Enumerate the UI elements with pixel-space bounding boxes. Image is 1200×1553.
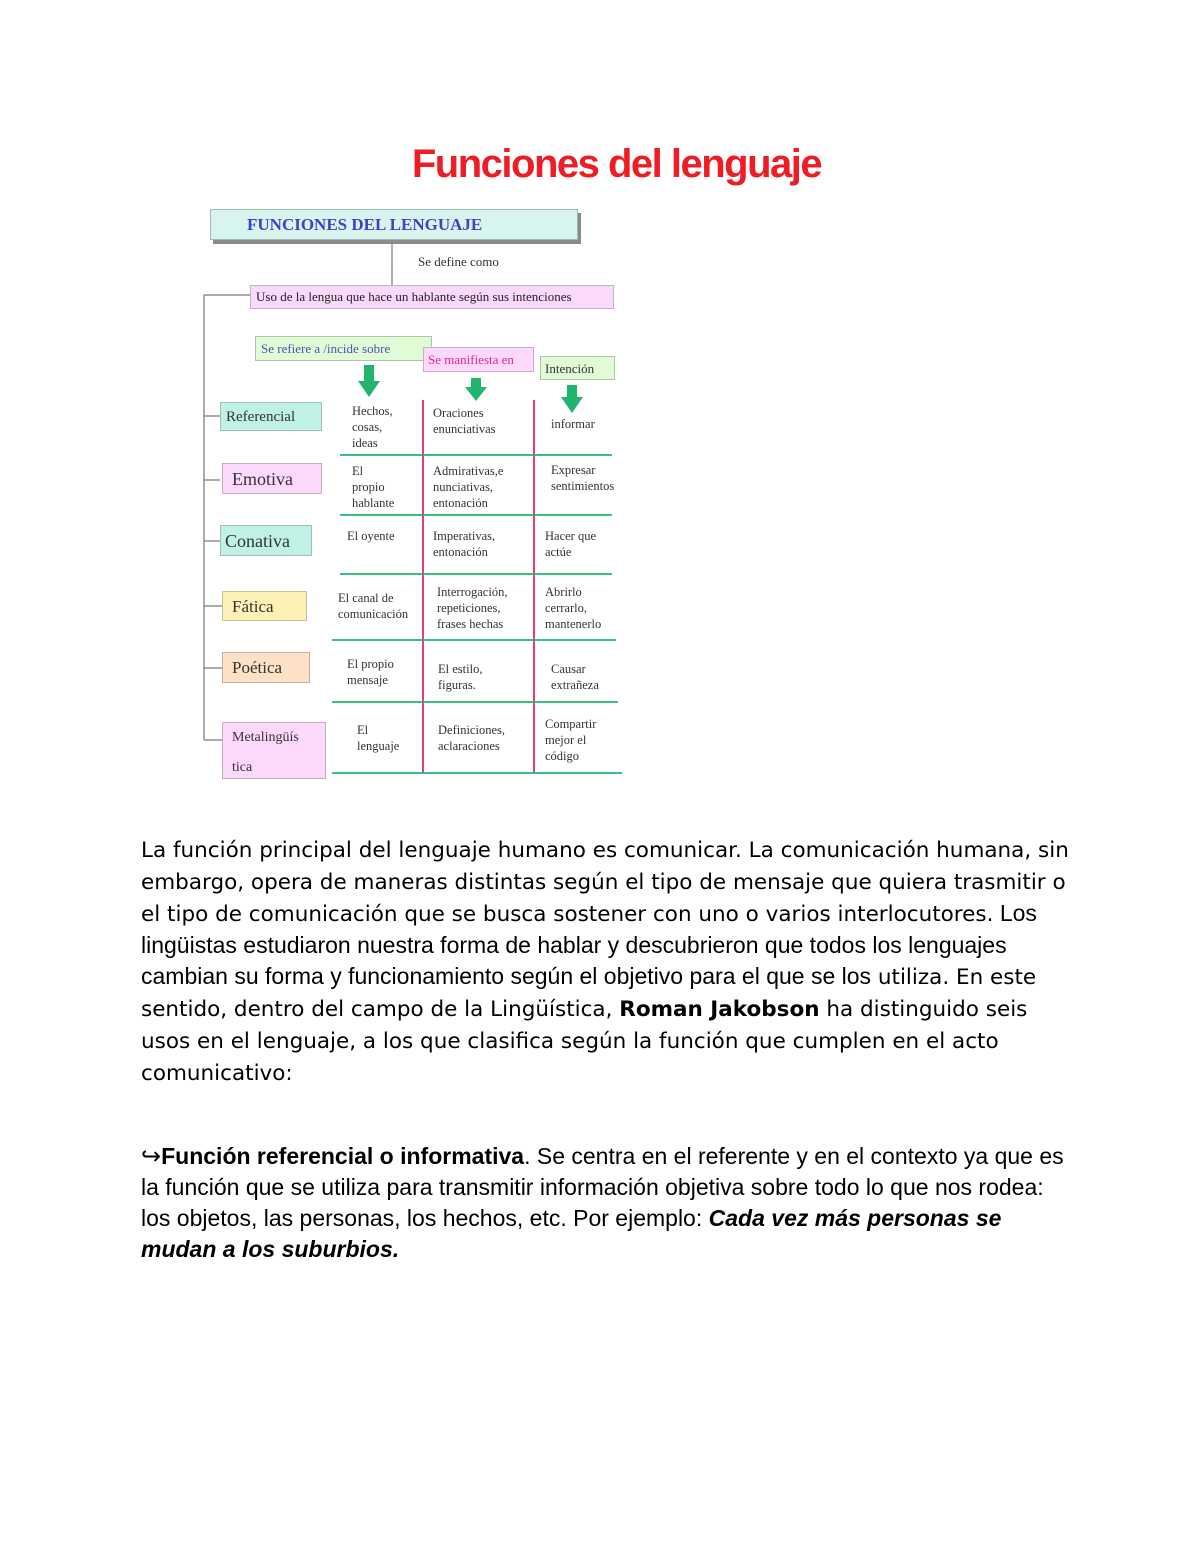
cell-intention-fatica: Abrirlo cerrarlo, mantenerlo	[545, 585, 602, 631]
intro-part3: utiliza. En este sentido, dentro del campo de la Lingüística,	[141, 965, 1037, 1022]
referential-paragraph	[141, 1141, 1071, 1265]
cell-intention-metalinguistica: Compartir mejor el código	[545, 717, 597, 763]
cell-refers-fatica: El canal de comunicación	[338, 591, 409, 621]
author-name: Roman Jakobson	[619, 997, 820, 1022]
function-emotiva: Emotiva	[222, 463, 322, 494]
defined-as-label: Se define como	[418, 254, 499, 269]
cell-manifests-metalinguistica: Definiciones, aclaraciones	[438, 723, 505, 753]
cell-intention-conativa: Hacer que actúe	[545, 529, 597, 559]
col-header-manifests: Se manifiesta en	[423, 347, 534, 372]
referential-text: . Se centra en el referente y en el contexto ya que es la función que se utiliza para transmitir información objetiva sobre todo lo que nos rodea: los objetos, las personas, los hechos, etc. Por ejemplo:	[141, 1143, 1064, 1231]
arrow-down-icon	[465, 378, 487, 401]
arrow-down-icon	[358, 365, 380, 397]
col-header-refers: Se refiere a /incide sobre	[255, 336, 432, 361]
function-metalinguistica	[222, 722, 326, 779]
cell-intention-emotiva: Expresar sentimientos	[551, 463, 615, 493]
hook-arrow-icon: ↪	[141, 1142, 162, 1170]
function-metalinguistica-line1: Metalingüís	[232, 730, 299, 745]
cell-refers-conativa: El oyente	[347, 529, 395, 543]
function-metalinguistica-line2: tica	[232, 760, 253, 775]
cell-intention-referencial: informar	[551, 417, 595, 431]
cell-refers-emotiva: El propio hablante	[352, 464, 395, 510]
cell-refers-poetica: El propio mensaje	[347, 657, 394, 687]
page-title: Funciones del lenguaje	[411, 142, 822, 186]
function-fatica: Fática	[222, 591, 307, 621]
intro-part1: La función principal del lenguaje humano es comunicar. La comunicación humana, sin embargo, opera de maneras distintas según el tipo de mensaje que quiera trasmitir o el tipo de comunicación que se busca sostener con uno o varios interlocutores.	[141, 838, 1069, 927]
cell-manifests-fatica: Interrogación, repeticiones, frases hechas	[437, 585, 508, 631]
cell-manifests-conativa: Imperativas, entonación	[433, 529, 496, 559]
cell-manifests-referencial: Oraciones enunciativas	[433, 406, 496, 436]
referential-example: Cada vez más personas se mudan a los suburbios.	[141, 1205, 1002, 1262]
cell-intention-poetica: Causar extrañeza	[551, 662, 599, 692]
function-conativa: Conativa	[220, 525, 312, 556]
intro-part4: ha distinguido seis usos en el lenguaje, a los que clasifica según la función que cumplen en el acto comunicativo:	[141, 997, 1028, 1086]
diagram-header: FUNCIONES DEL LENGUAJE	[210, 209, 578, 240]
intro-paragraph	[141, 834, 1071, 1089]
col-header-intention: Intención	[540, 356, 615, 380]
cell-manifests-poetica: El estilo, figuras.	[438, 662, 483, 692]
cell-refers-metalinguistica: El lenguaje	[357, 723, 400, 753]
cell-manifests-emotiva: Admirativas,e nunciativas, entonación	[433, 464, 504, 510]
arrow-down-icon	[561, 385, 583, 413]
cell-refers-referencial: Hechos, cosas, ideas	[352, 404, 393, 450]
definition-box: Uso de la lengua que hace un hablante según sus intenciones	[250, 285, 614, 309]
function-poetica: Poética	[222, 652, 310, 683]
intro-part2: Los lingüistas estudiaron nuestra forma de hablar y descubrieron que todos los lenguajes cambian su forma y funcionamiento según el objetivo para el que se los	[141, 900, 1037, 989]
function-referencial: Referencial	[220, 402, 322, 431]
referential-heading: Función referencial o informativa	[161, 1143, 525, 1169]
